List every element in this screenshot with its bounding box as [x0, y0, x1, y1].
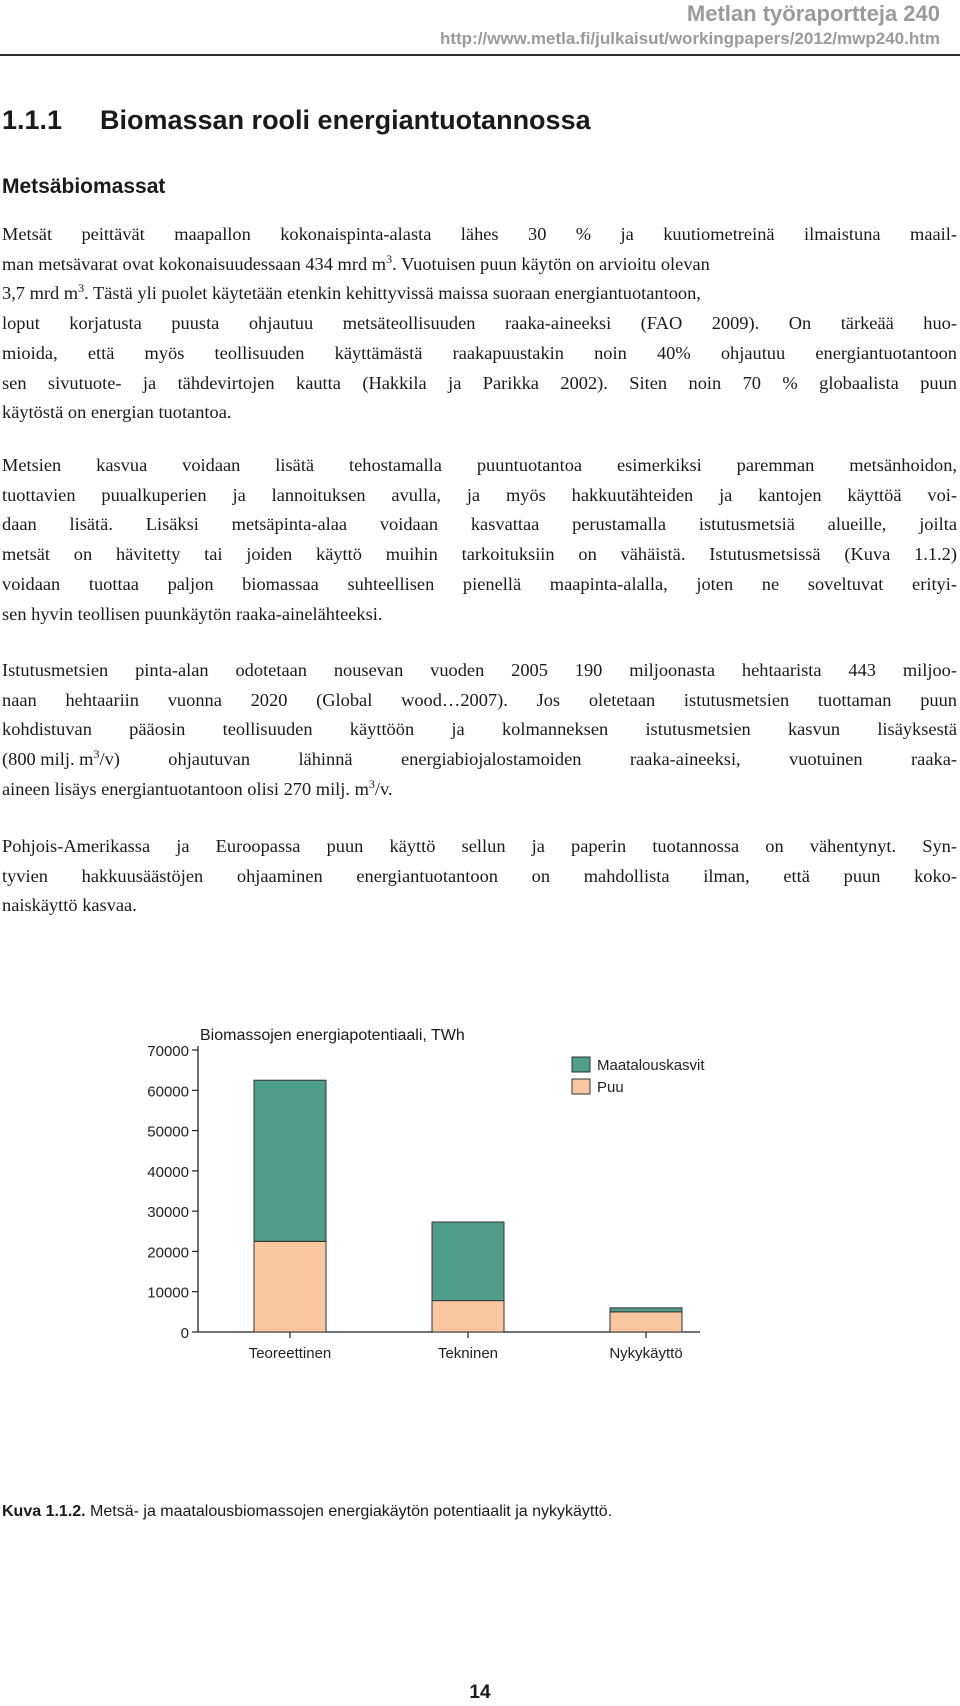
text-line: käytöstä on energian tuotantoa.: [2, 402, 232, 423]
bar-segment: [432, 1222, 504, 1301]
paragraph-1: [2, 220, 957, 428]
figure-caption: [2, 1503, 612, 1521]
bar-segment: [610, 1308, 682, 1312]
y-tick-label: 0: [180, 1325, 189, 1342]
text-line: kohdistuvan pääosin teollisuuden käyttöön ja kolmanneksen istutusmetsien kasvun lisäyksestä: [2, 719, 957, 740]
text-line: Istutusmetsien pinta-alan odotetaan nousevan vuoden 2005 190 miljoonasta hehtaarista 443 miljoo-: [2, 660, 957, 680]
bar-segment: [432, 1301, 504, 1332]
text-line: naan hehtaariin vuonna 2020 (Global wood…2007). Jos oletetaan istutusmetsien tuottaman puun: [2, 689, 957, 710]
text-line: sen hyvin teollisen puunkäytön raaka-ainelähteeksi.: [2, 603, 383, 624]
caption-text: Metsä- ja maatalousbiomassojen energiakäytön potentiaalit ja nykykäyttö.: [85, 1503, 613, 1520]
x-tick-label: Nykykäyttö: [609, 1345, 683, 1362]
text-line: mioida, että myös teollisuuden käyttämästä raakapuustakin noin 40% ohjautuu energiantuotantoon: [2, 342, 957, 363]
paragraph-3: [2, 656, 957, 805]
text-line: daan lisätä. Lisäksi metsäpinta-alaa voidaan kasvattaa perustamalla istutusmetsiä alueille, joilta: [2, 514, 957, 535]
legend-label: Maatalouskasvit: [597, 1057, 705, 1074]
bar-segment: [254, 1080, 326, 1241]
running-header: [440, 0, 940, 50]
page-number: 14: [469, 1682, 491, 1703]
legend-swatch: [572, 1079, 590, 1094]
x-tick-label: Teoreettinen: [248, 1345, 332, 1362]
text-line: Metsien kasvua voidaan lisätä tehostamalla puuntuotantoa esimerkiksi paremman metsänhoidon,: [2, 455, 957, 475]
bar-segment: [610, 1312, 682, 1332]
x-tick-label: Tekninen: [437, 1345, 499, 1362]
bar-chart: [0, 1015, 960, 1375]
text-line: sen sivutuote- ja tähdevirtojen kautta (Hakkila ja Parikka 2002). Siten noin 70 % globaalista puun: [2, 372, 957, 393]
y-tick-label: 10000: [147, 1284, 189, 1302]
paragraph-2: [2, 451, 957, 629]
y-tick-label: 20000: [147, 1244, 189, 1262]
text-line: (800 milj. m 3 /v) ohjautuvan lähinnä energiabiojalostamoiden raaka-aineeksi, vuotuinen raaka-: [2, 747, 957, 770]
text-line: 3,7 mrd $m^3$. Tästä yli puolet käytetään etenkin kehittyvissä maissa suoraan energiantuotantoon,: [2, 281, 701, 304]
header-url[interactable]: http://www.metla.fi/julkaisut/workingpapers/2012/mwp240.htm: [439, 29, 940, 48]
text-line: tyvien hakkuusäästöjen ohjaaminen energiantuotantoon on mahdollista ilman, että puun koko-: [2, 865, 957, 886]
chart-title: Biomassojen energiapotentiaali, TWh: [200, 1027, 465, 1044]
text-line: aineen lisäys energiantuotantoon olisi 270 milj. $m^3/v$.: [2, 776, 393, 799]
bar-segment: [254, 1241, 326, 1332]
text-line: voidaan tuottaa paljon biomassaa suhteellisen pienellä maapinta-alalla, joten ne soveltuvat erityi-: [2, 573, 957, 594]
header-rule: [0, 54, 960, 56]
caption-label: Kuva 1.1.2.: [2, 1503, 86, 1520]
y-tick-label: 60000: [147, 1083, 189, 1101]
paragraph-4: [2, 832, 957, 921]
y-tick-label: 70000: [147, 1043, 189, 1060]
text-line: loput korjatusta puusta ohjautuu metsäteollisuuden raaka-aineeksi (FAO 2009). On tärkeää huo-: [2, 313, 957, 334]
y-tick-label: 40000: [147, 1163, 189, 1181]
legend-label: Puu: [597, 1079, 624, 1096]
text-line: metsät on hävitetty tai joiden käyttö muihin tarkoituksiin on vähäistä. Istutusmetsissä (Kuva 1.1.2): [2, 544, 957, 565]
y-tick-label: 50000: [147, 1123, 189, 1141]
chart-canvas: [0, 1015, 960, 1375]
text-line: Metsät peittävät maapallon kokonaispinta-alasta lähes 30 % ja kuutiometreinä ilmaistuna maail-: [2, 224, 957, 244]
section-number: 1.1.1: [2, 105, 63, 135]
text-line: naiskäyttö kasvaa.: [2, 895, 137, 916]
text-line: tuottavien puualkuperien ja lannoituksen avulla, ja myös hakkuutähteiden ja kantojen käyttöä voi-: [2, 484, 957, 505]
y-tick-label: 30000: [147, 1204, 189, 1222]
text-line: man metsävarat ovat kokonaisuudessaan 434 mrd $m^3$. Vuotuisen puun käytön on arvioitu olevan: [2, 251, 710, 274]
legend-swatch: [572, 1057, 590, 1072]
text-line: Pohjois-Amerikassa ja Euroopassa puun käyttö sellun ja paperin tuotannossa on vähentynyt. Syn-: [2, 836, 957, 856]
section-title: Biomassan rooli energiantuotannossa: [100, 105, 591, 135]
section-heading: [2, 105, 591, 136]
subsection-heading: Metsäbiomassat: [2, 175, 166, 198]
series-title: Metlan työraportteja 240: [686, 1, 940, 26]
